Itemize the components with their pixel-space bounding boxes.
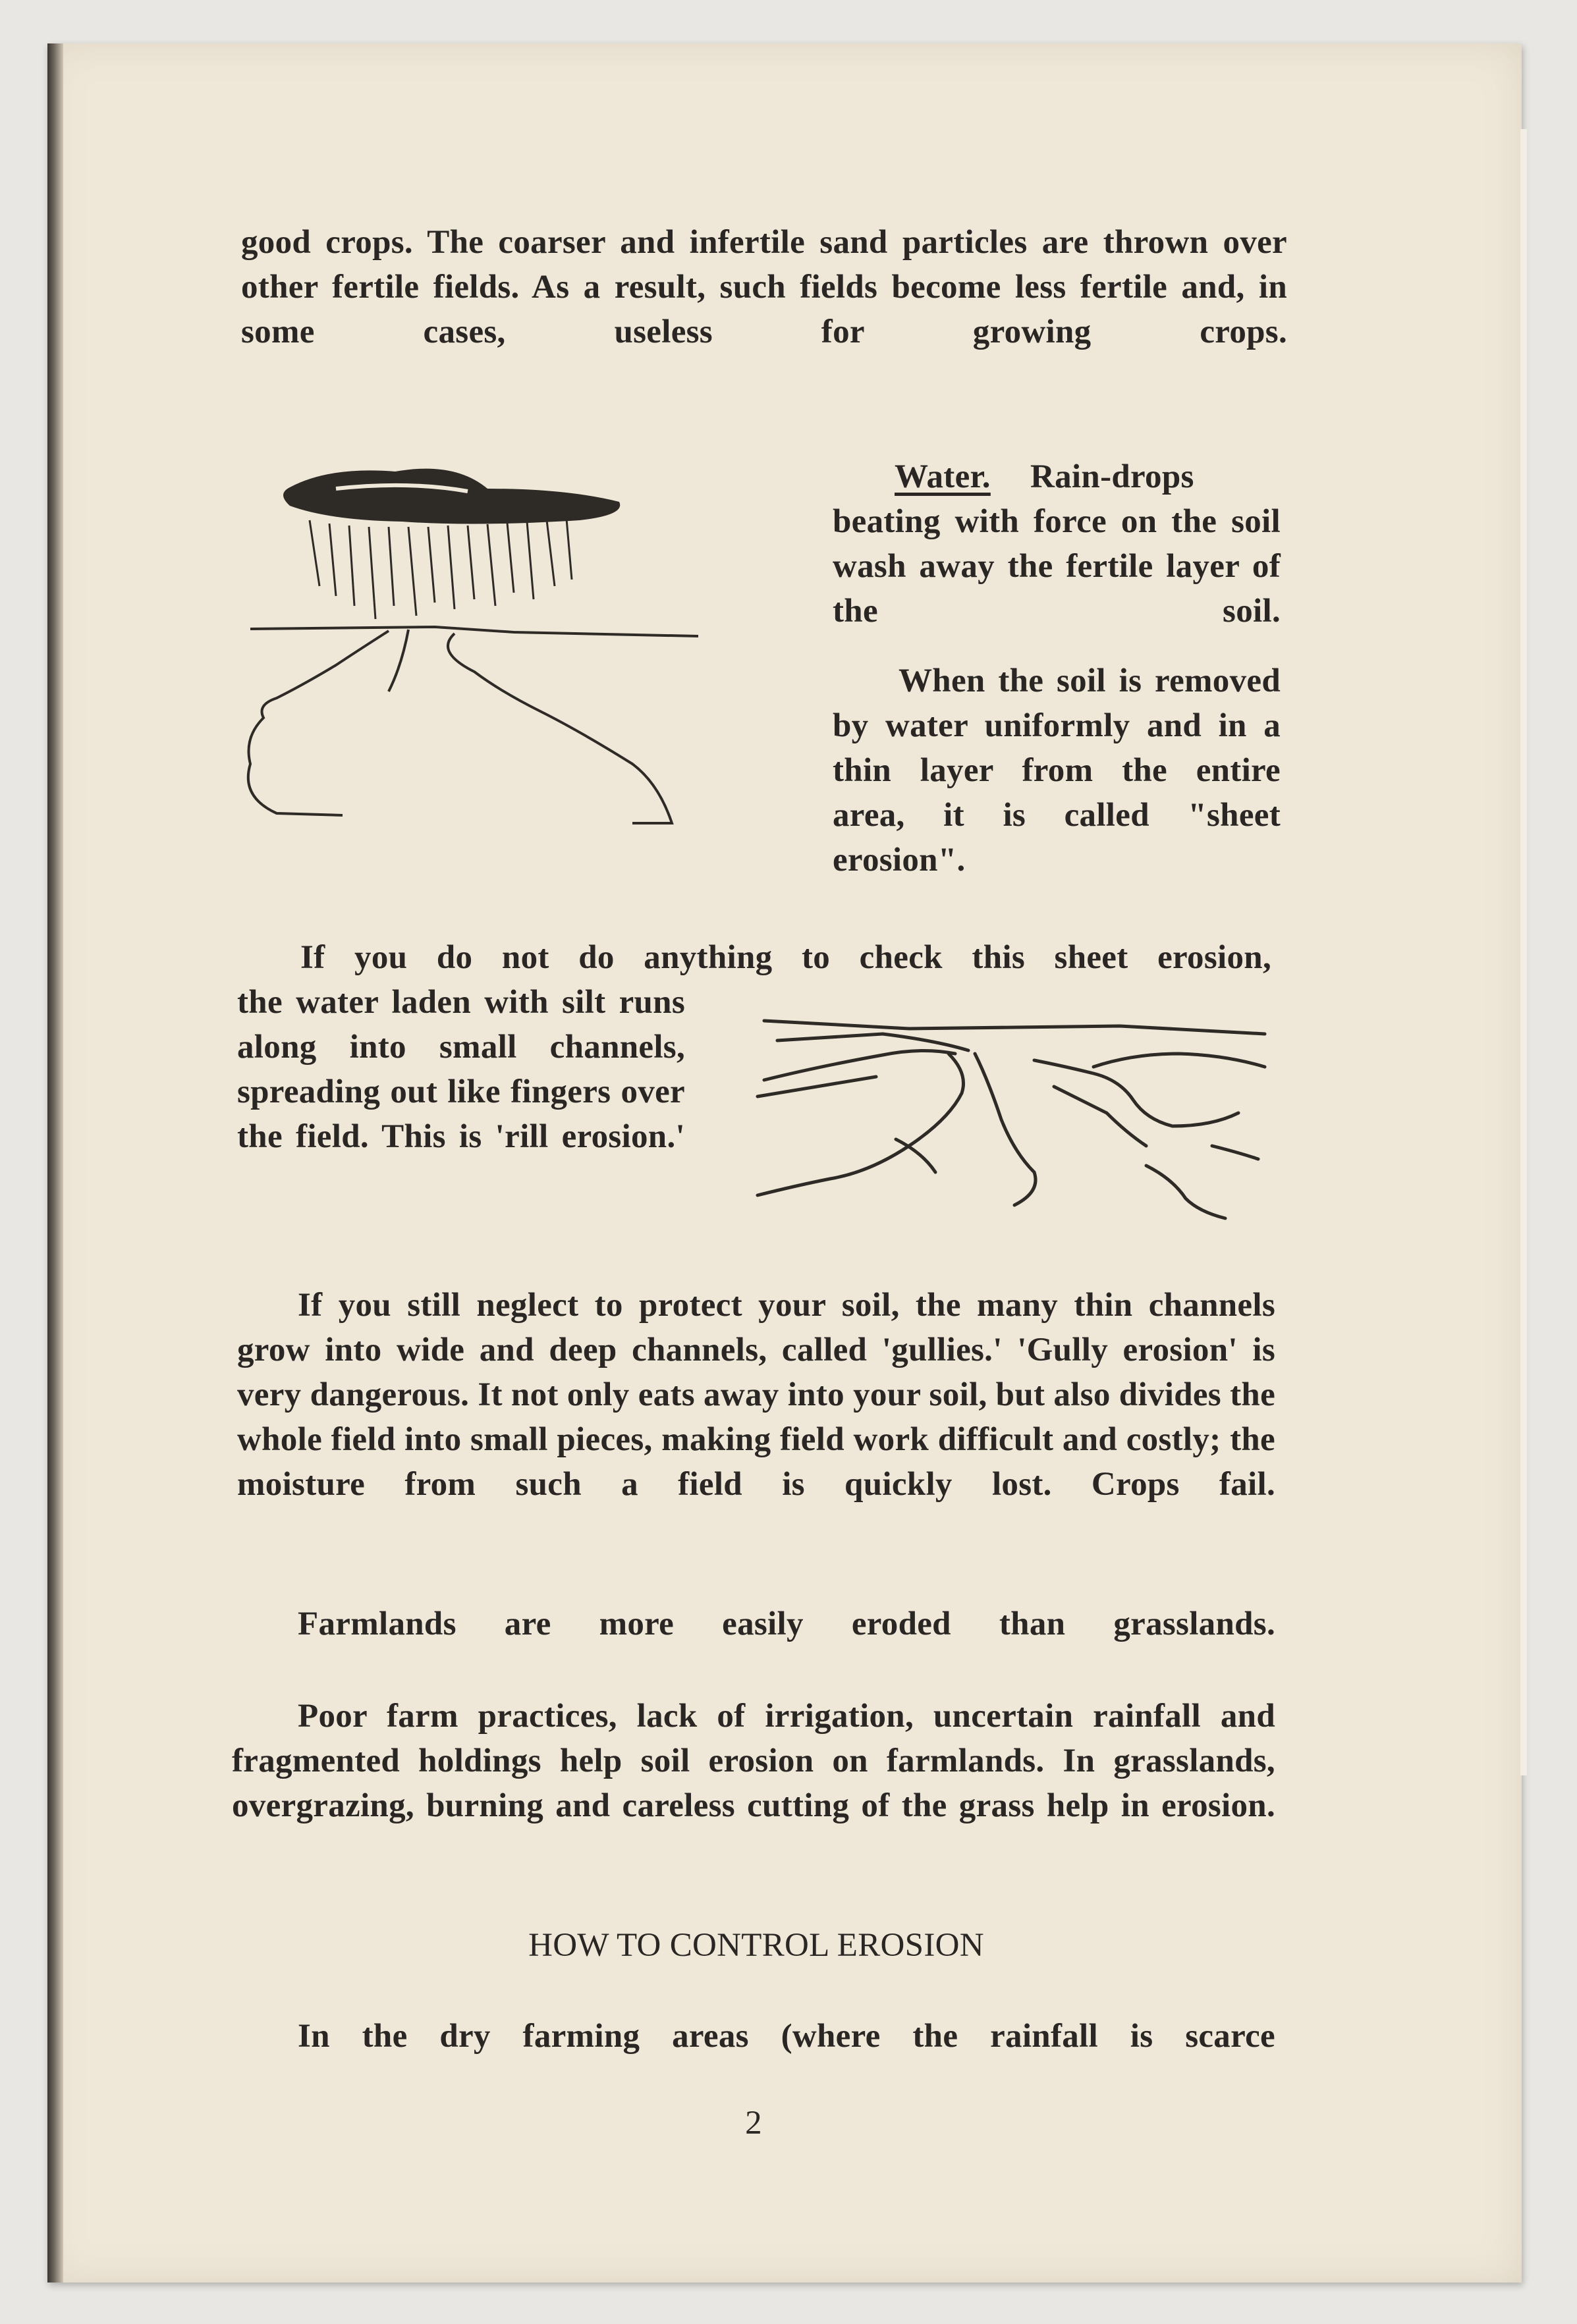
rain-streaks [310,519,572,619]
rill-paragraph: the water laden with silt runs along into small channels, spreading out like fingers over the field. This is 'rill erosion.' [237,984,685,1155]
sheet-erosion-paragraph: When the soil is removed by water uniformly and in a thin layer from the entire area, it is called "sheet erosion". [833,662,1281,878]
page-number: 2 [745,2105,762,2142]
practices-paragraph: Poor farm practices, lack of irrigation, uncertain rainfall and fragmented holdings help soil erosion on farmlands. In grasslands, overgrazing, burning and careless cutting of the grass help in erosion. [232,1698,1275,1824]
farmlands-paragraph: Farmlands are more easily eroded than grasslands. [298,1606,1275,1642]
rill-erosion-field-drawing [751,1014,1278,1238]
page-spine [47,43,63,2283]
gully-paragraph: If you still neglect to protect your soil, the many thin channels grow into wide and deep channels, called 'gullies.' 'Gully erosion' is very dangerous. It not only eats away into your soil, but also divides the whole field into small pieces, making field work difficult and costly; the moisture from such a field is quickly lost. Crops fail. [237,1287,1275,1503]
section-heading: HOW TO CONTROL EROSION [528,1927,984,1964]
rain-cloud [283,469,620,524]
water-text: Rain-drops beating with force on the soil wash away the fertile layer of the soil. [833,458,1281,630]
water-paragraph [833,454,1281,634]
top-paragraph: good crops. The coarser and infertile sand particles are thrown over other fertile fields. As a result, such fields become less fertile and, in some cases, useless for growing crops. [241,224,1287,350]
rain-cloud-erosion-drawing [237,454,725,850]
dry-farming-paragraph: In the dry farming areas (where the rainfall is scarce [298,2018,1275,2055]
water-heading: Water. [895,458,991,495]
rill-lead-line: If you do not do anything to check this sheet erosion, [300,939,1271,976]
page-edge [1520,129,1527,1775]
horizon-line [764,1021,1265,1034]
ground-line [248,627,698,823]
